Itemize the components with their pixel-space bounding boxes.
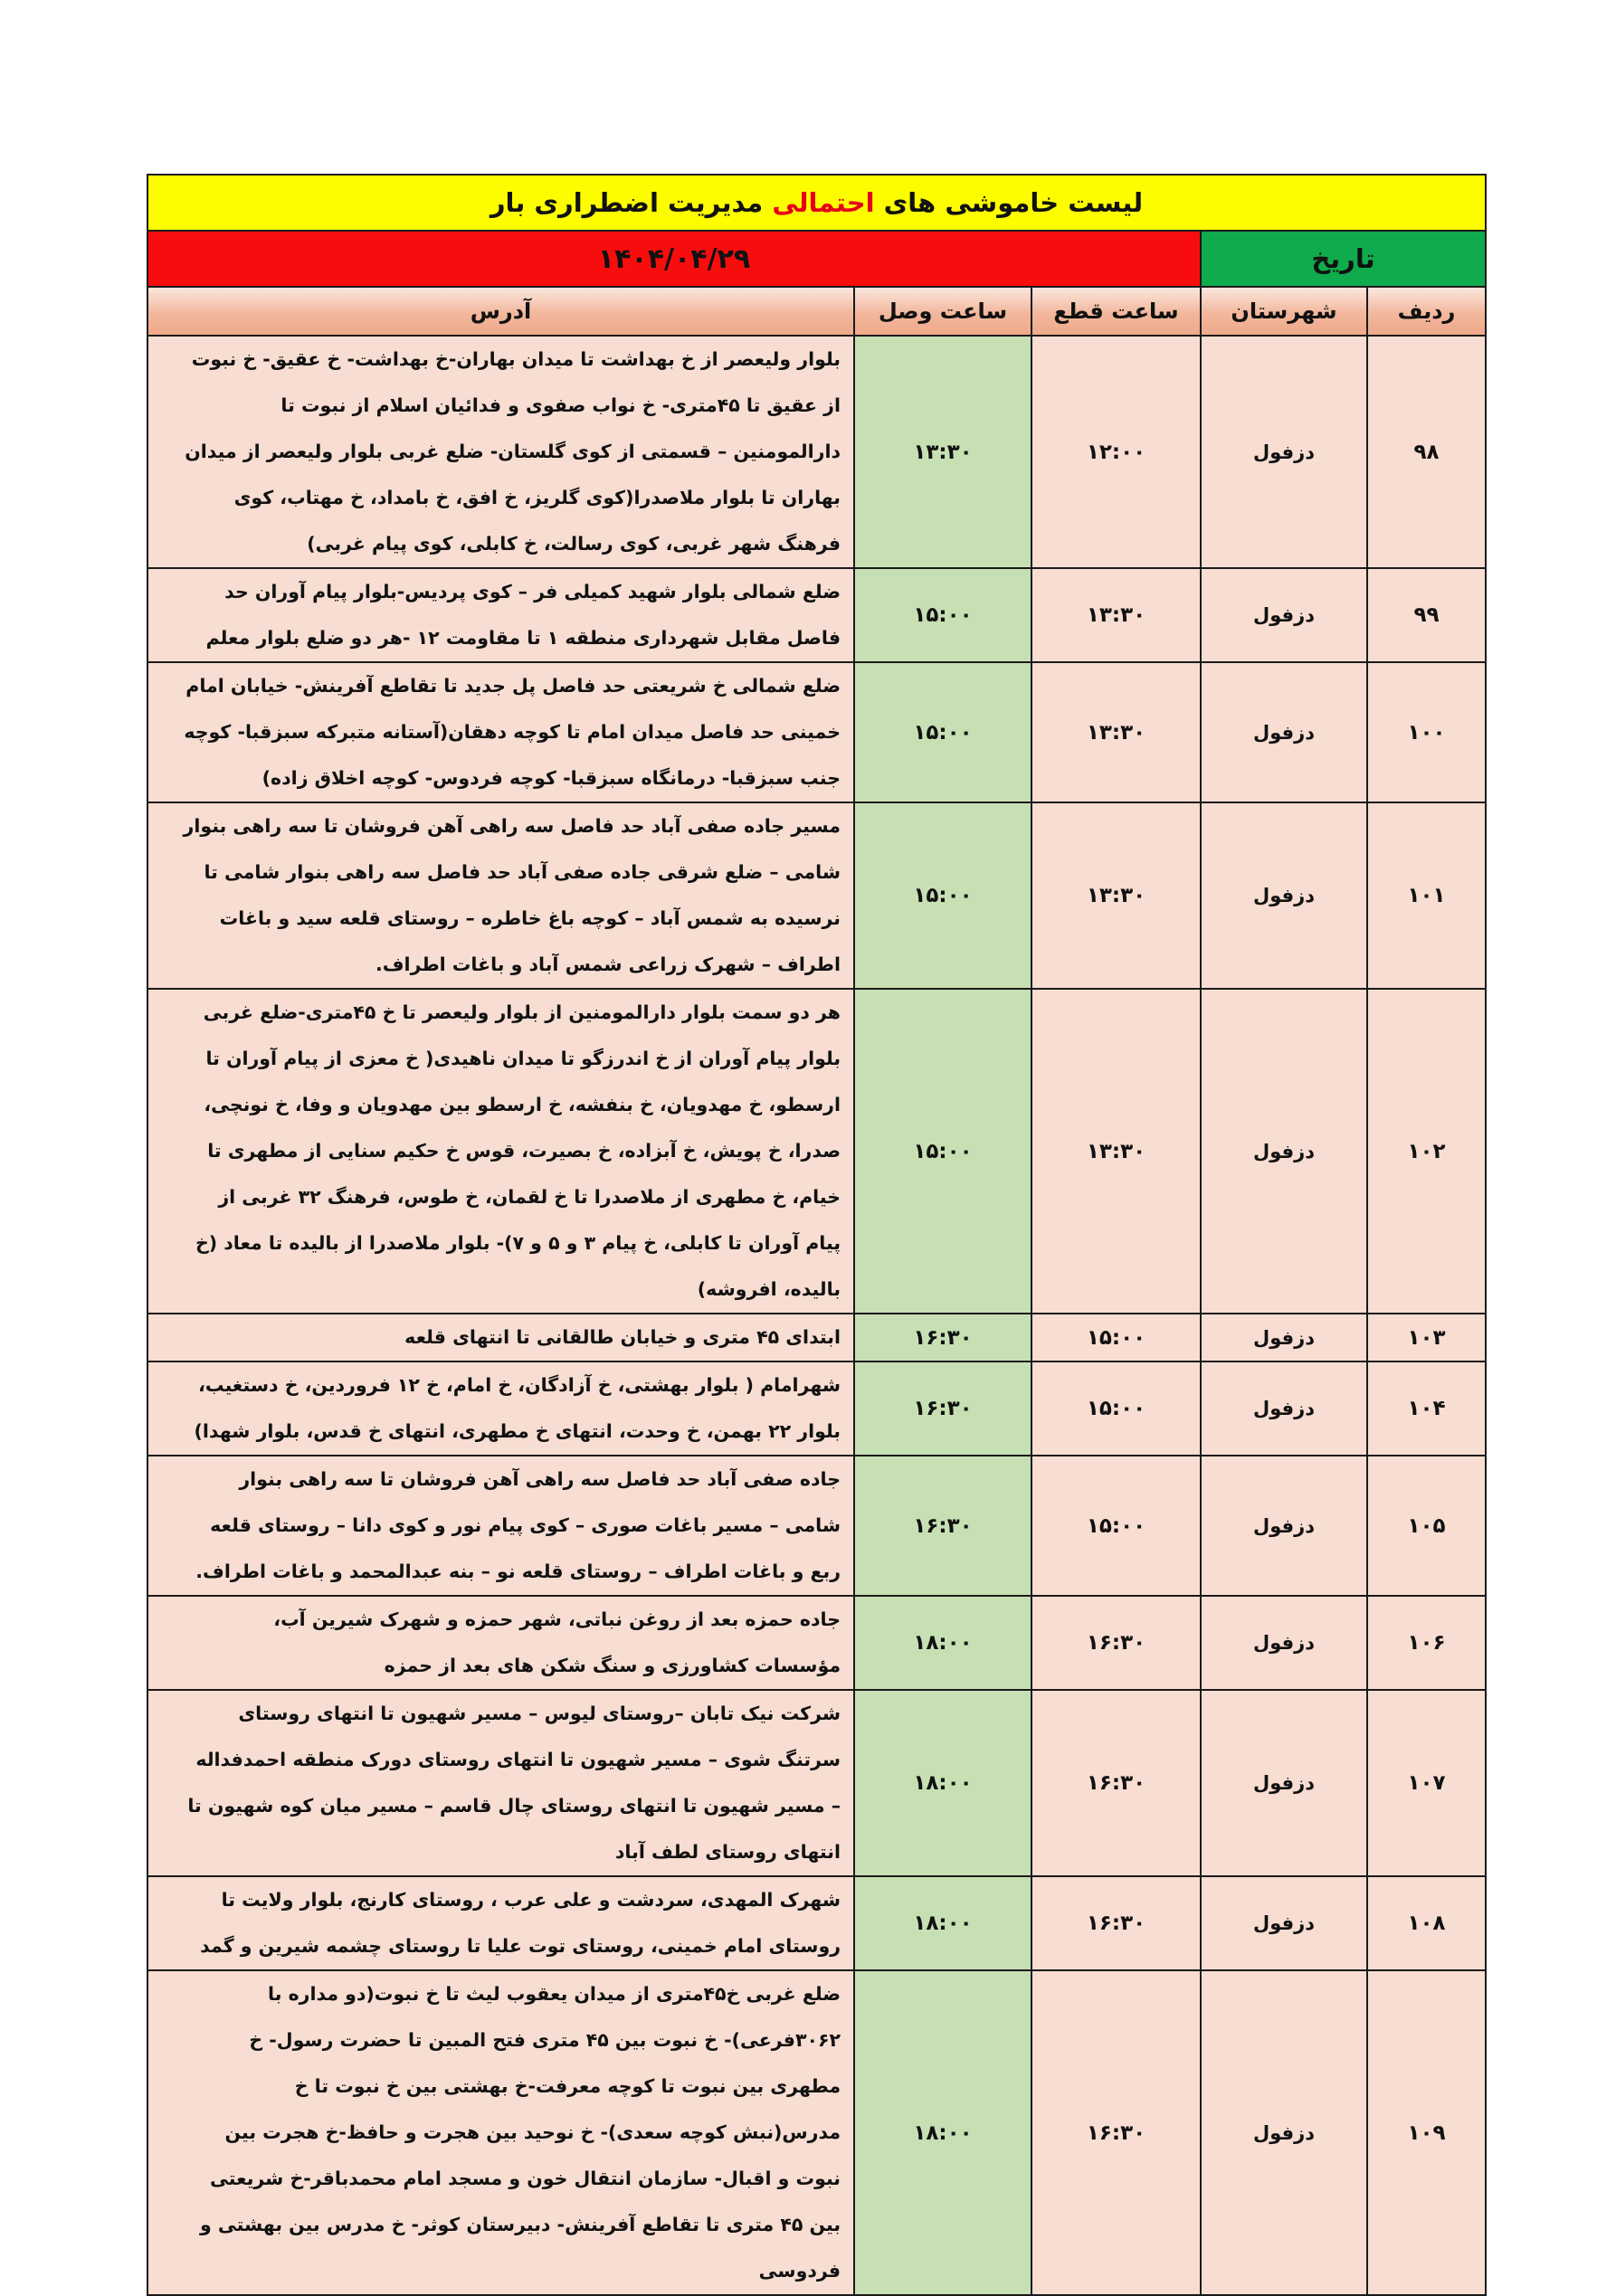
connect-time: ۱۵:۰۰ [854, 568, 1031, 662]
title-highlight: احتمالی [772, 187, 875, 218]
connect-time: ۱۵:۰۰ [854, 989, 1031, 1314]
city: دزفول [1201, 802, 1367, 989]
address: ضلع شمالی بلوار شهید کمیلی فر – کوی پردیس-بلوار پیام آوران حد فاصل مقابل شهرداری منطقه ۱ تا مقاومت ۱۲ -هر دو ضلع بلوار معلم [147, 568, 854, 662]
connect-time: ۱۶:۳۰ [854, 1456, 1031, 1596]
row-number: ۱۰۸ [1367, 1876, 1486, 1970]
row-number: ۱۰۱ [1367, 802, 1486, 989]
table-row [147, 336, 1486, 568]
title-row [147, 175, 1486, 231]
address: جاده حمزه بعد از روغن نباتی، شهر حمزه و شهرک شیرین آب، مؤسسات کشاورزی و سنگ شکن های بعد از حمزه [147, 1596, 854, 1690]
table-row [147, 1596, 1486, 1690]
cut-time: ۱۵:۰۰ [1031, 1361, 1201, 1456]
connect-time: ۱۶:۳۰ [854, 1361, 1031, 1456]
connect-time: ۱۸:۰۰ [854, 1876, 1031, 1970]
header-city: شهرستان [1201, 287, 1367, 336]
row-number: ۹۸ [1367, 336, 1486, 568]
city: دزفول [1201, 1456, 1367, 1596]
address: بلوار ولیعصر از خ بهداشت تا میدان بهاران-خ بهداشت- خ عقیق- خ نبوت از عقیق تا ۴۵متری- خ نواب صفوی و فدائیان اسلام از نبوت تا دارالمومنین – قسمتی از کوی گلستان- ضلع غربی بلوار ولیعصر از میدان بهاران تا بلوار ملاصدرا(کوی گلریز، خ افق، خ بامداد، خ مهتاب، کوی فرهنگ شهر غربی، کوی رسالت، خ کابلی، کوی پیام غربی) [147, 336, 854, 568]
city: دزفول [1201, 336, 1367, 568]
table-row [147, 568, 1486, 662]
blackout-list-sheet [147, 174, 1485, 2296]
cut-time: ۱۳:۳۰ [1031, 568, 1201, 662]
address: شهرامام ( بلوار بهشتی، خ آزادگان، خ امام، خ ۱۲ فروردین، خ دستغیب، بلوار ۲۲ بهمن، خ وحدت، انتهای خ مطهری، انتهای خ قدس، بلوار شهدا) [147, 1361, 854, 1456]
cut-time: ۱۵:۰۰ [1031, 1456, 1201, 1596]
row-number: ۱۰۹ [1367, 1970, 1486, 2295]
address: جاده صفی آباد حد فاصل سه راهی آهن فروشان تا سه راهی بنوار شامی – مسیر باغات صوری – کوی پیام نور و کوی دانا – روستای قلعه ربع و باغات اطراف – روستای قلعه نو – بنه عبدالمحمد و باغات اطراف. [147, 1456, 854, 1596]
header-address: آدرس [147, 287, 854, 336]
address: شهرک المهدی، سردشت و علی عرب ، روستای کارنج، بلوار ولایت تا روستای امام خمینی، روستای توت علیا تا روستای چشمه شیرین و گمد [147, 1876, 854, 1970]
address: ابتدای ۴۵ متری و خیابان طالقانی تا انتهای قلعه [147, 1314, 854, 1361]
table-row [147, 1690, 1486, 1876]
row-number: ۱۰۷ [1367, 1690, 1486, 1876]
table-row [147, 1456, 1486, 1596]
row-number: ۱۰۶ [1367, 1596, 1486, 1690]
row-number: ۱۰۴ [1367, 1361, 1486, 1456]
cut-time: ۱۶:۳۰ [1031, 1596, 1201, 1690]
cut-time: ۱۳:۳۰ [1031, 662, 1201, 802]
table-row [147, 1314, 1486, 1361]
blackout-table [147, 174, 1487, 2296]
connect-time: ۱۸:۰۰ [854, 1690, 1031, 1876]
row-number: ۱۰۵ [1367, 1456, 1486, 1596]
cut-time: ۱۶:۳۰ [1031, 1876, 1201, 1970]
city: دزفول [1201, 989, 1367, 1314]
cut-time: ۱۵:۰۰ [1031, 1314, 1201, 1361]
cut-time: ۱۶:۳۰ [1031, 1970, 1201, 2295]
cut-time: ۱۳:۳۰ [1031, 802, 1201, 989]
connect-time: ۱۸:۰۰ [854, 1596, 1031, 1690]
table-row [147, 662, 1486, 802]
header-row-number: ردیف [1367, 287, 1486, 336]
table-row [147, 1970, 1486, 2295]
city: دزفول [1201, 1970, 1367, 2295]
city: دزفول [1201, 1876, 1367, 1970]
header-cut-time: ساعت قطع [1031, 287, 1201, 336]
city: دزفول [1201, 1596, 1367, 1690]
connect-time: ۱۳:۳۰ [854, 336, 1031, 568]
address: هر دو سمت بلوار دارالمومنین از بلوار ولیعصر تا خ ۴۵متری-ضلع غربی بلوار پیام آوران از خ اندرزگو تا میدان ناهیدی( خ معزی از پیام آوران تا ارسطو، خ مهدویان، خ بنفشه، خ ارسطو بین مهدویان و وفا، خ نونچی، صدرا، خ پویش، خ آبزاده، خ بصیرت، قوس خ حکیم سنایی از مطهری تا خیام، خ مطهری از ملاصدرا تا خ لقمان، خ طوس، فرهنگ ۳۲ غربی از پیام آوران تا کابلی، خ پیام ۳ و ۵ و ۷)- بلوار ملاصدرا از بالیده تا معاد (خ بالیده، افروشه) [147, 989, 854, 1314]
address: ضلع غربی خ۴۵متری از میدان یعقوب لیث تا خ نبوت(دو مداره با ۳۰۶۲فرعی)- خ نبوت بین ۴۵ متری فتح المبین تا حضرت رسول- خ مطهری بین نبوت تا کوچه معرفت-خ بهشتی بین خ نبوت تا خ مدرس(نبش کوچه سعدی)- خ نوحید بین هجرت و حافظ-خ هجرت بین نبوت و اقبال- سازمان انتقال خون و مسجد امام محمدباقر-خ شریعتی بین ۴۵ متری تا تقاطع آفرینش- دبیرستان کوثر- خ مدرس بین بهشتی و فردوسی [147, 1970, 854, 2295]
city: دزفول [1201, 662, 1367, 802]
row-number: ۱۰۳ [1367, 1314, 1486, 1361]
cut-time: ۱۳:۳۰ [1031, 989, 1201, 1314]
cut-time: ۱۲:۰۰ [1031, 336, 1201, 568]
connect-time: ۱۵:۰۰ [854, 802, 1031, 989]
address: شرکت نیک تابان –روستای لیوس – مسیر شهیون تا انتهای روستای سرتنگ شوی – مسیر شهیون تا انتهای روستای دورک منطقه احمدفداله – مسیر شهیون تا انتهای روستای چال قاسم – مسیر میان کوه شهیون تا انتهای روستای لطف آباد [147, 1690, 854, 1876]
header-connect-time: ساعت وصل [854, 287, 1031, 336]
address: ضلع شمالی خ شریعتی حد فاصل پل جدید تا تقاطع آفرینش- خیابان امام خمینی حد فاصل میدان امام تا کوچه دهقان(آستانه متبرکه سبزقبا- کوچه جنب سبزقبا- درمانگاه سبزقبا- کوچه فردوس- کوچه اخلاق زاده) [147, 662, 854, 802]
date-row [147, 231, 1486, 287]
date-value: ۱۴۰۴/۰۴/۲۹ [147, 231, 1201, 287]
connect-time: ۱۸:۰۰ [854, 1970, 1031, 2295]
row-number: ۱۰۰ [1367, 662, 1486, 802]
city: دزفول [1201, 1361, 1367, 1456]
city: دزفول [1201, 1690, 1367, 1876]
table-row [147, 1876, 1486, 1970]
connect-time: ۱۵:۰۰ [854, 662, 1031, 802]
page-title: لیست خاموشی های احتمالی مدیریت اضطراری بار [147, 175, 1486, 231]
header-row [147, 287, 1486, 336]
cut-time: ۱۶:۳۰ [1031, 1690, 1201, 1876]
table-row [147, 802, 1486, 989]
row-number: ۱۰۲ [1367, 989, 1486, 1314]
date-label: تاریخ [1201, 231, 1486, 287]
table-row [147, 1361, 1486, 1456]
connect-time: ۱۶:۳۰ [854, 1314, 1031, 1361]
table-row [147, 989, 1486, 1314]
city: دزفول [1201, 1314, 1367, 1361]
city: دزفول [1201, 568, 1367, 662]
row-number: ۹۹ [1367, 568, 1486, 662]
address: مسیر جاده صفی آباد حد فاصل سه راهی آهن فروشان تا سه راهی بنوار شامی – ضلع شرقی جاده صفی آباد حد فاصل سه راهی بنوار شامی تا نرسیده به شمس آباد – کوچه باغ خاطره – روستای قلعه سید و باغات اطراف – شهرک زراعی شمس آباد و باغات اطراف. [147, 802, 854, 989]
